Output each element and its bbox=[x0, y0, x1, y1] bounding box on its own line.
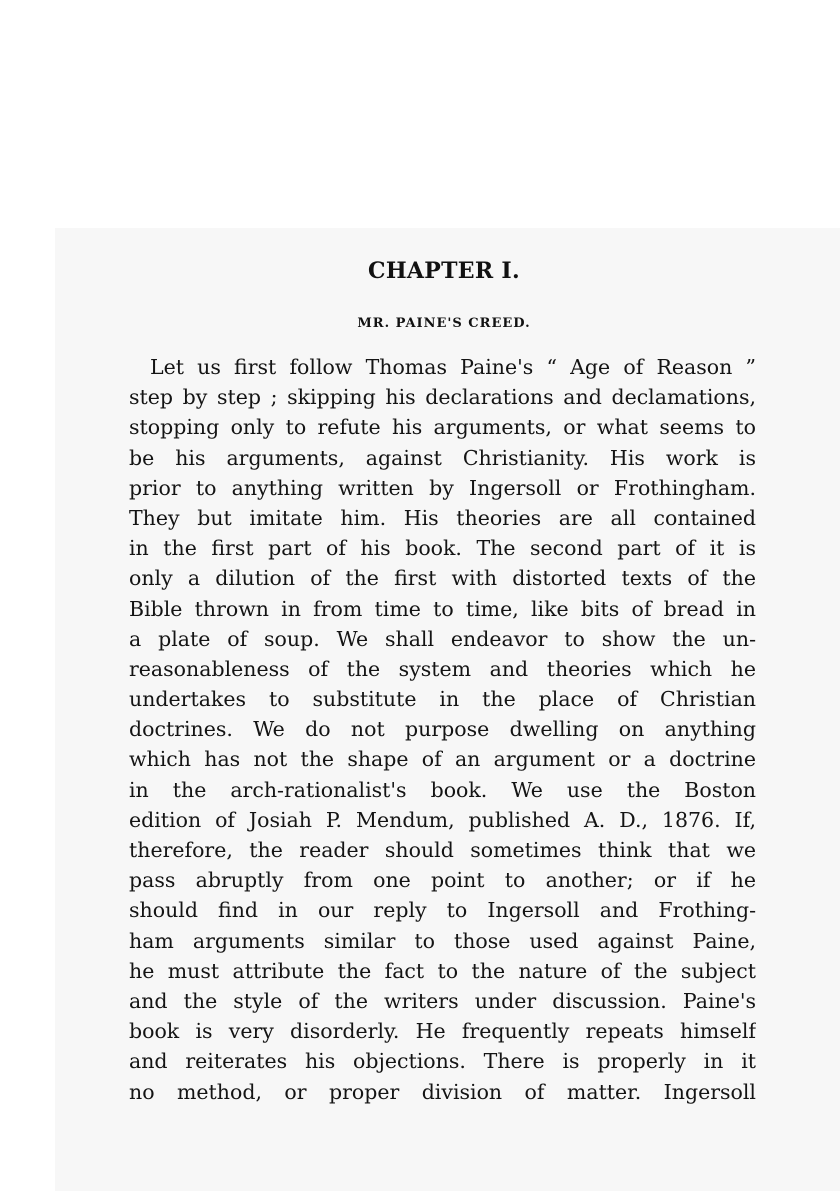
text-line: stopping only to refute his arguments, or what seems to bbox=[129, 415, 756, 440]
text-line: Bible thrown in from time to time, like bits of bread in bbox=[129, 596, 756, 621]
text-line: prior to anything written by Ingersoll or Frothingham. bbox=[129, 475, 756, 500]
text-line: only a dilution of the first with distorted texts of the bbox=[129, 566, 756, 591]
text-line: ham arguments similar to those used against Paine, bbox=[129, 928, 756, 953]
text-line: book is very disorderly. He frequently repeats himself bbox=[129, 1019, 756, 1044]
chapter-title: CHAPTER I. bbox=[368, 258, 520, 284]
text-line: Let us first follow Thomas Paine's “ Age of Reason ” bbox=[150, 355, 756, 379]
text-line: no method, or proper division of matter. Ingersoll bbox=[129, 1079, 756, 1104]
text-line: and the style of the writers under discussion. Paine's bbox=[129, 988, 756, 1013]
text-line: pass abruptly from one point to another; or if he bbox=[129, 868, 756, 893]
text-line: should find in our reply to Ingersoll and Frothing- bbox=[129, 898, 756, 923]
text-line: in the arch-rationalist's book. We use the Boston bbox=[129, 777, 756, 802]
text-line: doctrines. We do not purpose dwelling on anything bbox=[129, 717, 756, 742]
text-line: be his arguments, against Christianity. His work is bbox=[129, 445, 756, 470]
text-line: They but imitate him. His theories are all contained bbox=[129, 505, 756, 530]
body-paragraph bbox=[129, 352, 756, 1107]
text-line: a plate of soup. We shall endeavor to show the un- bbox=[129, 626, 756, 651]
text-line: reasonableness of the system and theories which he bbox=[129, 656, 756, 681]
text-line: edition of Josiah P. Mendum, published A. D., 1876. If, bbox=[129, 807, 756, 832]
chapter-subtitle: MR. PAINE'S CREED. bbox=[357, 316, 531, 331]
text-line: he must attribute the fact to the nature of the subject bbox=[129, 958, 756, 983]
text-line: and reiterates his objections. There is properly in it bbox=[129, 1049, 756, 1074]
text-line: step by step ; skipping his declarations and declamations, bbox=[129, 385, 756, 410]
text-line: therefore, the reader should sometimes think that we bbox=[129, 838, 756, 862]
text-line: which has not the shape of an argument or a doctrine bbox=[129, 747, 756, 772]
text-line: undertakes to substitute in the place of Christian bbox=[129, 687, 756, 712]
text-line: in the first part of his book. The second part of it is bbox=[129, 536, 756, 561]
